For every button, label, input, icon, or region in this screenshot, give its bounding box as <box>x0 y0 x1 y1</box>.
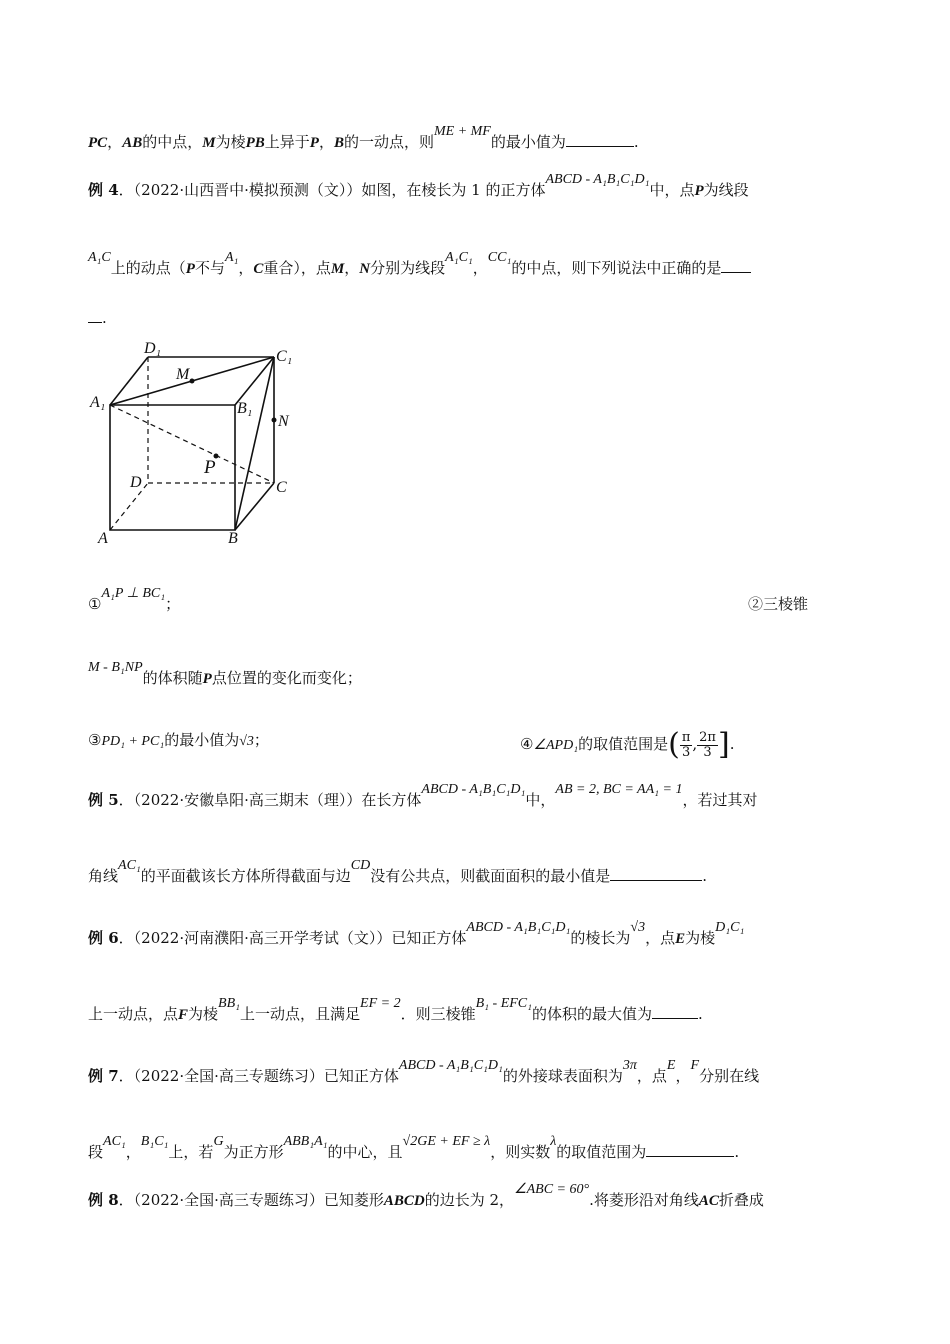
answer-blank <box>566 132 634 147</box>
label-p: P <box>204 457 216 478</box>
label-a1: A₁ <box>90 394 106 411</box>
option-2-cont: M - B₁NP的体积随P点位置的变化而变化； <box>88 660 362 687</box>
example-6-line-2: 上一动点，点F为棱BB₁上一动点，且满足EF = 2．则三棱锥B₁ - EFC₁的体积的最大值为 . <box>88 996 703 1023</box>
example-7-line-1: 例 7．（2022·全国·高三专题练习）已知正方体ABCD - A₁B₁C₁D₁的外接球表面积为3π，点E，F分别在线 <box>88 1058 760 1085</box>
option-2-start: ②三棱锥 <box>748 595 809 613</box>
label-m: M <box>176 366 190 383</box>
point-m <box>190 379 195 384</box>
label-c1: C₁ <box>276 348 293 365</box>
label-b: B <box>228 530 238 547</box>
example-label: 例 7 <box>88 1067 119 1085</box>
example-label: 例 4 <box>88 181 119 199</box>
example-4-line-1: 例 4．（2022·山西晋中·模拟预测（文））如图，在棱长为 1 的正方体ABCD - A₁B₁C₁D₁中，点P为线段 <box>88 172 749 199</box>
example-6-line-1: 例 6．（2022·河南濮阳·高三开学考试（文））已知正方体ABCD - A₁B₁C₁D₁的棱长为√3，点E为棱D₁C₁ <box>88 920 745 947</box>
option-3: ③PD₁ + PC₁的最小值为√3； <box>88 731 269 749</box>
example-5-line-2: 角线AC₁的平面截该长方体所得截面与边CD没有公共点，则截面面积的最小值是 . <box>88 858 708 885</box>
answer-blank <box>646 1142 734 1157</box>
label-a: A <box>98 530 108 547</box>
example-label: 例 6 <box>88 929 119 947</box>
example-4-line-2: A₁C上的动点（P不与A₁，C重合），点M，N分别为线段A₁C₁，CC₁的中点，则下列说法中正确的是 <box>88 258 862 280</box>
cube-figure <box>86 335 306 550</box>
label-b1: B₁ <box>237 400 253 417</box>
answer-blank <box>652 1004 698 1019</box>
option-1: ①A₁P ⊥ BC₁； <box>88 586 181 613</box>
option-4: ④∠APD₁的取值范围是( $\frac{\pi}{3}$ , $\frac{2\pi}{3}$ ]. <box>520 727 735 762</box>
point-n <box>272 418 277 423</box>
label-d1: D₁ <box>144 340 162 357</box>
label-d: D <box>130 474 142 491</box>
example-label: 例 5 <box>88 791 119 809</box>
label-c: C <box>276 479 287 496</box>
example-8-line-1: 例 8．（2022·全国·高三专题练习）已知菱形ABCD的边长为 2，∠ABC = 60°.将菱形沿对角线AC折叠成 <box>88 1182 764 1209</box>
example-7-line-2: 段AC₁，B₁C₁上，若G为正方形ABB₁A₁的中心，且√2GE + EF ≥ λ，则实数λ的取值范围为 . <box>88 1134 740 1161</box>
example-5-line-1: 例 5．（2022·安徽阜阳·高三期末（理））在长方体ABCD - A₁B₁C₁D₁中，AB = 2, BC = AA₁ = 1，若过其对 <box>88 782 758 809</box>
example-4-line-3: . <box>88 308 862 328</box>
answer-blank <box>88 308 102 323</box>
fraction: $\frac{\pi}{3}$ <box>681 729 691 760</box>
example-label: 例 8 <box>88 1191 119 1209</box>
answer-blank <box>610 866 702 881</box>
answer-blank <box>721 258 751 273</box>
label-n: N <box>278 413 289 430</box>
math-expr: ME + MF <box>433 124 491 139</box>
text-line-1: PC，AB的中点，M为棱PB上异于P，B的一动点，则ME + MF的最小值为 . <box>88 124 639 151</box>
fraction: $\frac{2\pi}{3}$ <box>699 729 716 760</box>
